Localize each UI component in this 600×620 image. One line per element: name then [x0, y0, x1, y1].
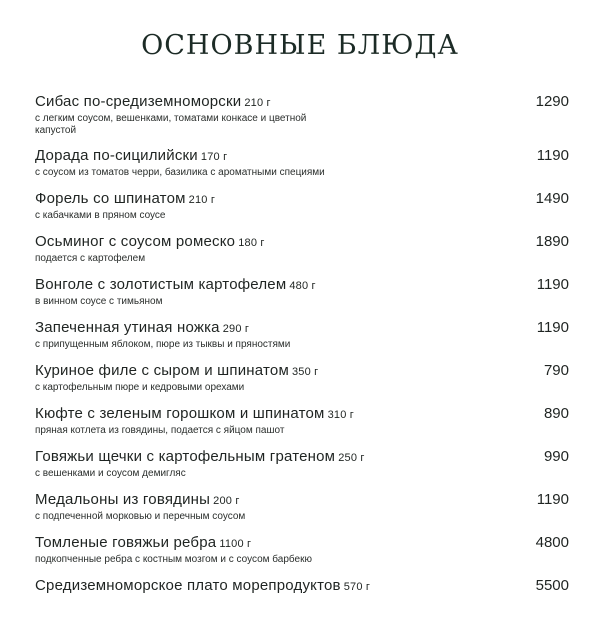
item-name-line — [35, 147, 535, 166]
item-name-line — [35, 93, 535, 112]
item-description: с кабачками в пряном соусе — [35, 210, 166, 221]
item-name-line — [35, 405, 535, 424]
item-price: 1190 — [536, 147, 569, 164]
item-price: 1190 — [536, 276, 569, 293]
item-name: Кюфте с зеленым горошком и шпинатом — [35, 405, 325, 422]
item-weight: 1100 г — [219, 538, 252, 550]
item-description: подкопченные ребра с костным мозгом и с соусом барбекю — [35, 554, 312, 565]
item-price: 1190 — [536, 491, 569, 508]
item-description: в винном соусе с тимьяном — [35, 296, 163, 307]
item-price: 1890 — [535, 233, 569, 250]
item-name: Куриное филе с сыром и шпинатом — [35, 362, 289, 379]
menu-item — [35, 534, 569, 577]
item-name-line — [35, 319, 535, 338]
item-weight: 200 г — [213, 495, 240, 507]
item-description: с картофельным пюре и кедровыми орехами — [35, 382, 245, 393]
page-title: ОСНОВНЫЕ БЛЮДА — [141, 30, 459, 61]
item-price: 790 — [543, 362, 569, 379]
item-price: 5500 — [535, 577, 569, 594]
item-weight: 170 г — [200, 151, 228, 163]
item-name-line — [35, 362, 535, 381]
item-name: Осьминог с соусом ромеско — [35, 233, 236, 250]
item-description: подается с картофелем — [35, 253, 146, 264]
item-weight: 210 г — [244, 97, 271, 109]
item-description: с припущенным яблоком, пюре из тыквы и пряностями — [35, 339, 291, 350]
item-name-line — [35, 190, 535, 209]
item-weight: 210 г — [188, 194, 216, 206]
item-weight: 570 г — [343, 581, 371, 593]
item-weight: 250 г — [338, 452, 365, 464]
item-name-line — [35, 491, 535, 510]
item-description: с легким соусом, вешенками, томатами конкасе и цветной капустой — [35, 113, 307, 136]
item-name-line — [35, 577, 535, 596]
item-name: Средиземноморское плато морепродуктов — [35, 577, 341, 594]
item-name-line — [35, 448, 535, 467]
menu-item — [35, 362, 569, 405]
item-name-line — [35, 276, 535, 295]
item-price: 4800 — [535, 534, 569, 551]
item-description: с вешенками и соусом демигляс — [35, 468, 186, 479]
item-name: Говяжьи щечки с картофельным гратеном — [35, 448, 336, 465]
menu-item — [35, 93, 569, 147]
item-weight: 480 г — [289, 280, 316, 292]
item-weight: 350 г — [291, 366, 319, 378]
item-price: 890 — [543, 405, 569, 422]
menu-item — [35, 147, 569, 190]
item-name-line — [35, 534, 535, 553]
item-name: Запеченная утиная ножка — [35, 319, 220, 336]
item-name: Сибас по-средиземноморски — [35, 93, 242, 110]
item-name: Вонголе с золотистым картофелем — [35, 276, 287, 293]
item-description: с соусом из томатов черри, базилика с ароматными специями — [35, 167, 325, 178]
item-name: Дорада по-сицилийски — [35, 147, 198, 164]
menu-list — [35, 93, 569, 620]
item-name-line — [35, 233, 535, 252]
menu-item — [35, 233, 569, 276]
item-price: 990 — [543, 448, 569, 465]
item-weight: 310 г — [327, 409, 354, 421]
menu-item — [35, 491, 569, 534]
item-weight: 180 г — [238, 237, 265, 249]
item-name: Форель со шпинатом — [35, 190, 186, 207]
menu-item — [35, 577, 569, 620]
item-price: 1290 — [535, 93, 569, 110]
item-weight: 290 г — [222, 323, 250, 335]
menu-item — [35, 448, 569, 491]
menu-item — [35, 405, 569, 448]
item-description: с подпеченной морковью и перечным соусом — [35, 511, 246, 522]
item-price: 1190 — [536, 319, 569, 336]
item-description: пряная котлета из говядины, подается с яйцом пашот — [35, 425, 285, 436]
menu-item — [35, 276, 569, 319]
item-price: 1490 — [535, 190, 569, 207]
item-name: Медальоны из говядины — [35, 491, 211, 508]
menu-item — [35, 190, 569, 233]
menu-item — [35, 319, 569, 362]
item-name: Томленые говяжьи ребра — [35, 534, 217, 551]
